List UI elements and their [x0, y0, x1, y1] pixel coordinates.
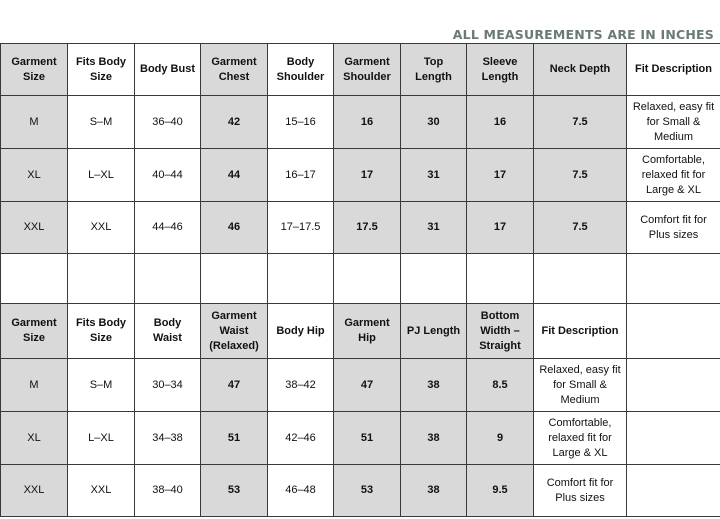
cell-garment-size: XL: [1, 412, 68, 465]
cell-pj-length: 38: [401, 359, 467, 412]
header-neck-depth: Neck Depth: [534, 44, 627, 96]
cell-fits-body-size: S–M: [68, 359, 135, 412]
cell-sleeve-length: 17: [467, 149, 534, 202]
spacer-cell: [401, 254, 467, 304]
cell-body-shoulder: 16–17: [268, 149, 334, 202]
header-empty: [627, 304, 720, 359]
table-row: [1, 412, 720, 465]
table-row: [1, 202, 720, 254]
spacer-cell: [534, 254, 627, 304]
header-fit-description: Fit Description: [534, 304, 627, 359]
cell-top-length: 31: [401, 202, 467, 254]
cell-fit-description: Relaxed, easy fit for Small & Medium: [534, 359, 627, 412]
cell-garment-size: M: [1, 359, 68, 412]
bottom-table-header-row: [1, 304, 720, 359]
cell-fit-description: Comfortable, relaxed fit for Large & XL: [534, 412, 627, 465]
cell-body-shoulder: 17–17.5: [268, 202, 334, 254]
cell-bottom-width: 8.5: [467, 359, 534, 412]
cell-garment-waist: 51: [201, 412, 268, 465]
header-garment-size: Garment Size: [1, 44, 68, 96]
cell-fits-body-size: L–XL: [68, 412, 135, 465]
cell-body-hip: 42–46: [268, 412, 334, 465]
table-row: [1, 149, 720, 202]
header-sleeve-length: Sleeve Length: [467, 44, 534, 96]
cell-fits-body-size: S–M: [68, 96, 135, 149]
top-table-header-row: [1, 44, 720, 96]
header-body-bust: Body Bust: [135, 44, 201, 96]
spacer-cell: [268, 254, 334, 304]
cell-neck-depth: 7.5: [534, 202, 627, 254]
cell-empty: [627, 465, 720, 517]
cell-top-length: 30: [401, 96, 467, 149]
cell-fits-body-size: L–XL: [68, 149, 135, 202]
cell-garment-size: XL: [1, 149, 68, 202]
cell-garment-hip: 51: [334, 412, 401, 465]
cell-garment-shoulder: 17: [334, 149, 401, 202]
table-row: [1, 96, 720, 149]
header-fits-body-size: Fits Body Size: [68, 304, 135, 359]
cell-top-length: 31: [401, 149, 467, 202]
cell-body-waist: 30–34: [135, 359, 201, 412]
header-garment-size: Garment Size: [1, 304, 68, 359]
cell-garment-hip: 53: [334, 465, 401, 517]
cell-neck-depth: 7.5: [534, 96, 627, 149]
cell-fits-body-size: XXL: [68, 202, 135, 254]
table-row: [1, 359, 720, 412]
cell-garment-chest: 44: [201, 149, 268, 202]
spacer-cell: [135, 254, 201, 304]
cell-garment-hip: 47: [334, 359, 401, 412]
spacer-cell: [467, 254, 534, 304]
cell-empty: [627, 412, 720, 465]
cell-body-bust: 36–40: [135, 96, 201, 149]
cell-empty: [627, 359, 720, 412]
header-garment-hip: Garment Hip: [334, 304, 401, 359]
cell-pj-length: 38: [401, 465, 467, 517]
cell-body-hip: 38–42: [268, 359, 334, 412]
cell-garment-waist: 53: [201, 465, 268, 517]
cell-fit-description: Relaxed, easy fit for Small & Medium: [627, 96, 720, 149]
cell-body-hip: 46–48: [268, 465, 334, 517]
cell-body-shoulder: 15–16: [268, 96, 334, 149]
cell-garment-size: XXL: [1, 465, 68, 517]
cell-body-waist: 34–38: [135, 412, 201, 465]
cell-sleeve-length: 16: [467, 96, 534, 149]
header-garment-chest: Garment Chest: [201, 44, 268, 96]
cell-garment-size: M: [1, 96, 68, 149]
header-fit-description: Fit Description: [627, 44, 720, 96]
spacer-cell: [201, 254, 268, 304]
measurement-unit-note: ALL MEASUREMENTS ARE IN INCHES: [452, 27, 714, 42]
spacer-cell: [1, 254, 68, 304]
top-size-chart: [0, 43, 720, 517]
cell-garment-shoulder: 17.5: [334, 202, 401, 254]
header-garment-shoulder: Garment Shoulder: [334, 44, 401, 96]
cell-fits-body-size: XXL: [68, 465, 135, 517]
header-body-hip: Body Hip: [268, 304, 334, 359]
cell-garment-chest: 42: [201, 96, 268, 149]
cell-sleeve-length: 17: [467, 202, 534, 254]
spacer-cell: [334, 254, 401, 304]
table-row: [1, 465, 720, 517]
header-top-length: Top Length: [401, 44, 467, 96]
cell-garment-waist: 47: [201, 359, 268, 412]
spacer-cell: [627, 254, 720, 304]
cell-garment-shoulder: 16: [334, 96, 401, 149]
header-garment-waist: Garment Waist (Relaxed): [201, 304, 268, 359]
cell-neck-depth: 7.5: [534, 149, 627, 202]
cell-fit-description: Comfort fit for Plus sizes: [627, 202, 720, 254]
header-fits-body-size: Fits Body Size: [68, 44, 135, 96]
cell-garment-chest: 46: [201, 202, 268, 254]
cell-bottom-width: 9: [467, 412, 534, 465]
cell-garment-size: XXL: [1, 202, 68, 254]
cell-fit-description: Comfort fit for Plus sizes: [534, 465, 627, 517]
cell-body-bust: 40–44: [135, 149, 201, 202]
cell-fit-description: Comfortable, relaxed fit for Large & XL: [627, 149, 720, 202]
header-pj-length: PJ Length: [401, 304, 467, 359]
cell-body-bust: 44–46: [135, 202, 201, 254]
cell-pj-length: 38: [401, 412, 467, 465]
header-bottom-width: Bottom Width – Straight: [467, 304, 534, 359]
header-body-waist: Body Waist: [135, 304, 201, 359]
cell-bottom-width: 9.5: [467, 465, 534, 517]
spacer-row: [1, 254, 720, 304]
header-body-shoulder: Body Shoulder: [268, 44, 334, 96]
cell-body-waist: 38–40: [135, 465, 201, 517]
spacer-cell: [68, 254, 135, 304]
